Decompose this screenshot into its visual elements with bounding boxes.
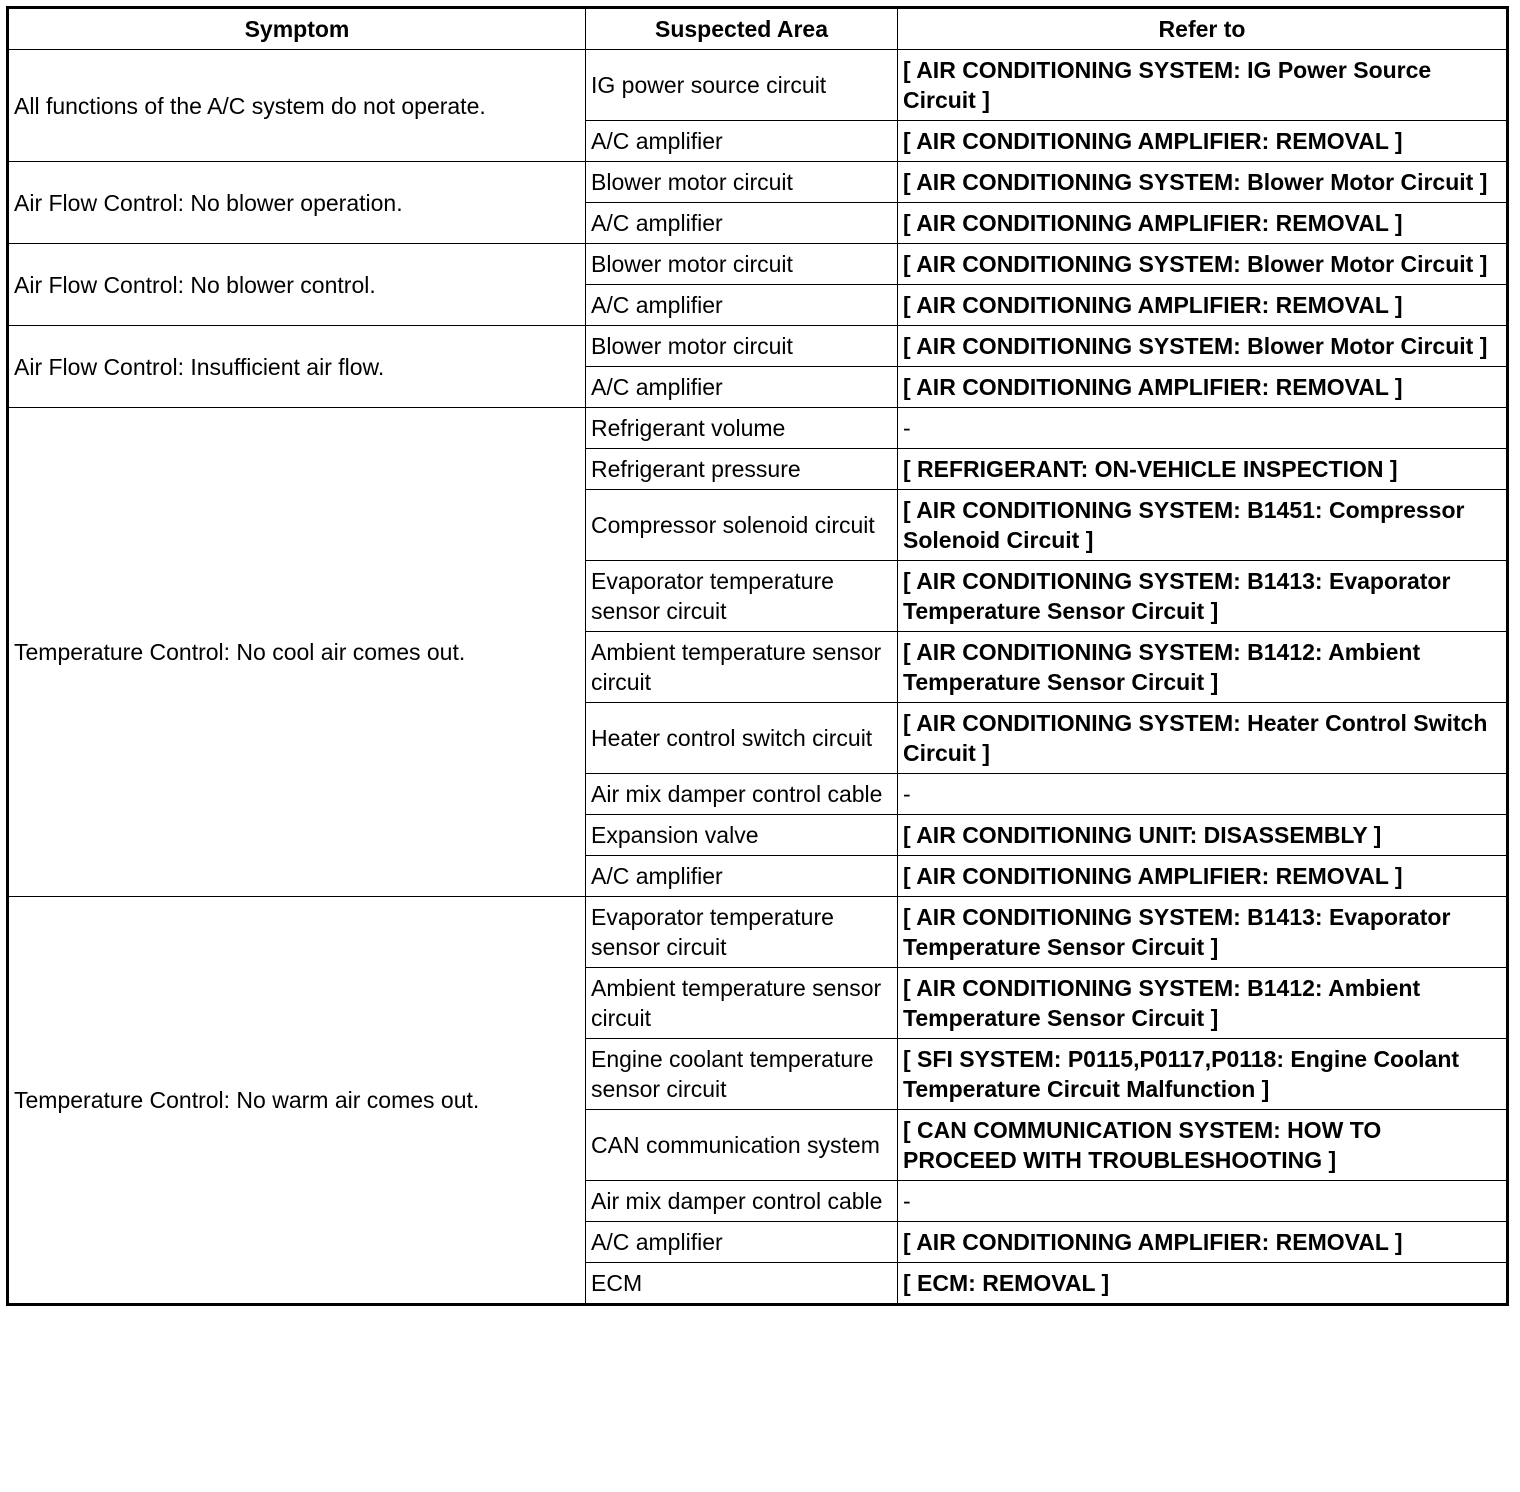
suspected-area-cell: IG power source circuit bbox=[586, 50, 898, 121]
table-row bbox=[8, 50, 1508, 121]
suspected-area-cell: Refrigerant pressure bbox=[586, 449, 898, 490]
suspected-area-cell: A/C amplifier bbox=[586, 121, 898, 162]
table-row bbox=[8, 162, 1508, 203]
refer-to-cell: [ AIR CONDITIONING AMPLIFIER: REMOVAL ] bbox=[898, 1222, 1508, 1263]
suspected-area-cell: Air mix damper control cable bbox=[586, 1181, 898, 1222]
refer-to-cell: [ AIR CONDITIONING AMPLIFIER: REMOVAL ] bbox=[898, 203, 1508, 244]
table-row bbox=[8, 897, 1508, 968]
refer-to-cell: [ AIR CONDITIONING SYSTEM: B1412: Ambient Temperature Sensor Circuit ] bbox=[898, 632, 1508, 703]
suspected-area-cell: Expansion valve bbox=[586, 815, 898, 856]
suspected-area-cell: Engine coolant temperature sensor circuit bbox=[586, 1039, 898, 1110]
suspected-area-cell: Blower motor circuit bbox=[586, 244, 898, 285]
suspected-area-cell: Refrigerant volume bbox=[586, 408, 898, 449]
refer-to-cell: [ AIR CONDITIONING SYSTEM: IG Power Source Circuit ] bbox=[898, 50, 1508, 121]
suspected-area-cell: ECM bbox=[586, 1263, 898, 1305]
refer-to-cell: [ AIR CONDITIONING SYSTEM: Heater Control Switch Circuit ] bbox=[898, 703, 1508, 774]
symptom-cell: Air Flow Control: No blower control. bbox=[8, 244, 586, 326]
refer-to-cell: [ AIR CONDITIONING AMPLIFIER: REMOVAL ] bbox=[898, 856, 1508, 897]
table-row bbox=[8, 244, 1508, 285]
suspected-area-cell: Air mix damper control cable bbox=[586, 774, 898, 815]
refer-to-cell: [ AIR CONDITIONING SYSTEM: Blower Motor Circuit ] bbox=[898, 326, 1508, 367]
suspected-area-cell: A/C amplifier bbox=[586, 367, 898, 408]
refer-to-cell: - bbox=[898, 408, 1508, 449]
suspected-area-cell: A/C amplifier bbox=[586, 1222, 898, 1263]
refer-to-cell: [ ECM: REMOVAL ] bbox=[898, 1263, 1508, 1305]
refer-to-cell: [ AIR CONDITIONING SYSTEM: B1451: Compressor Solenoid Circuit ] bbox=[898, 490, 1508, 561]
refer-to-cell: [ AIR CONDITIONING SYSTEM: B1413: Evaporator Temperature Sensor Circuit ] bbox=[898, 561, 1508, 632]
table-row bbox=[8, 408, 1508, 449]
suspected-area-cell: Blower motor circuit bbox=[586, 326, 898, 367]
refer-to-cell: [ AIR CONDITIONING SYSTEM: B1412: Ambient Temperature Sensor Circuit ] bbox=[898, 968, 1508, 1039]
suspected-area-cell: A/C amplifier bbox=[586, 285, 898, 326]
refer-to-cell: [ AIR CONDITIONING SYSTEM: B1413: Evaporator Temperature Sensor Circuit ] bbox=[898, 897, 1508, 968]
symptom-cell: Air Flow Control: No blower operation. bbox=[8, 162, 586, 244]
suspected-area-cell: Evaporator temperature sensor circuit bbox=[586, 561, 898, 632]
symptom-cell: Temperature Control: No cool air comes out. bbox=[8, 408, 586, 897]
suspected-area-cell: A/C amplifier bbox=[586, 856, 898, 897]
refer-to-cell: [ AIR CONDITIONING SYSTEM: Blower Motor Circuit ] bbox=[898, 162, 1508, 203]
suspected-area-cell: Heater control switch circuit bbox=[586, 703, 898, 774]
refer-to-cell: [ AIR CONDITIONING UNIT: DISASSEMBLY ] bbox=[898, 815, 1508, 856]
table-body bbox=[8, 50, 1508, 1305]
table-row bbox=[8, 326, 1508, 367]
symptom-cell: Air Flow Control: Insufficient air flow. bbox=[8, 326, 586, 408]
refer-to-cell: - bbox=[898, 774, 1508, 815]
header-symptom: Symptom bbox=[8, 8, 586, 50]
symptom-cell: All functions of the A/C system do not operate. bbox=[8, 50, 586, 162]
refer-to-cell: [ REFRIGERANT: ON-VEHICLE INSPECTION ] bbox=[898, 449, 1508, 490]
refer-to-cell: [ AIR CONDITIONING SYSTEM: Blower Motor Circuit ] bbox=[898, 244, 1508, 285]
header-refer-to: Refer to bbox=[898, 8, 1508, 50]
refer-to-cell: - bbox=[898, 1181, 1508, 1222]
header-suspected-area: Suspected Area bbox=[586, 8, 898, 50]
symptom-table bbox=[6, 6, 1509, 1306]
suspected-area-cell: CAN communication system bbox=[586, 1110, 898, 1181]
refer-to-cell: [ CAN COMMUNICATION SYSTEM: HOW TO PROCEED WITH TROUBLESHOOTING ] bbox=[898, 1110, 1508, 1181]
suspected-area-cell: Compressor solenoid circuit bbox=[586, 490, 898, 561]
refer-to-cell: [ AIR CONDITIONING AMPLIFIER: REMOVAL ] bbox=[898, 367, 1508, 408]
suspected-area-cell: Blower motor circuit bbox=[586, 162, 898, 203]
refer-to-cell: [ SFI SYSTEM: P0115,P0117,P0118: Engine Coolant Temperature Circuit Malfunction ] bbox=[898, 1039, 1508, 1110]
suspected-area-cell: Ambient temperature sensor circuit bbox=[586, 968, 898, 1039]
suspected-area-cell: Evaporator temperature sensor circuit bbox=[586, 897, 898, 968]
refer-to-cell: [ AIR CONDITIONING AMPLIFIER: REMOVAL ] bbox=[898, 285, 1508, 326]
suspected-area-cell: Ambient temperature sensor circuit bbox=[586, 632, 898, 703]
refer-to-cell: [ AIR CONDITIONING AMPLIFIER: REMOVAL ] bbox=[898, 121, 1508, 162]
suspected-area-cell: A/C amplifier bbox=[586, 203, 898, 244]
header-row bbox=[8, 8, 1508, 50]
symptom-cell: Temperature Control: No warm air comes out. bbox=[8, 897, 586, 1305]
